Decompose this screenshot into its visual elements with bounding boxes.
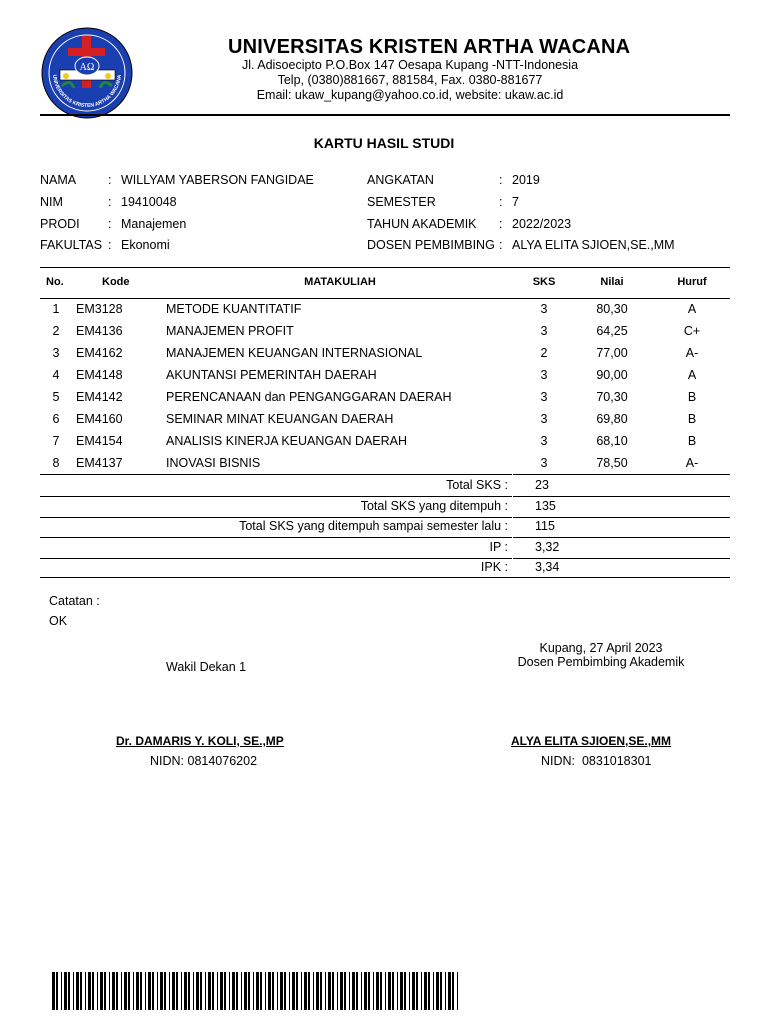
university-name: UNIVERSITAS KRISTEN ARTHA WACANA: [228, 36, 631, 58]
cell-kode: EM4154: [76, 434, 123, 448]
info-label: SEMESTER: [367, 195, 436, 209]
cell-huruf: A: [687, 302, 697, 316]
logo-symbol: AΩ: [79, 62, 95, 73]
table-row: [40, 368, 730, 386]
cell-sks: 3: [540, 390, 548, 404]
cell-huruf: A-: [685, 456, 699, 470]
info-value: 2019: [512, 173, 540, 187]
cell-matakuliah: MANAJEMEN KEUANGAN INTERNASIONAL: [166, 346, 423, 360]
notes-label: Catatan :: [49, 594, 100, 608]
cell-sks: 3: [540, 324, 548, 338]
summary-ipk-value: 3,34: [535, 560, 560, 574]
cell-kode: EM4148: [76, 368, 123, 382]
col-header-huruf: Huruf: [677, 276, 707, 288]
col-header-nilai: Nilai: [600, 276, 624, 288]
cell-sks: 3: [540, 412, 548, 426]
summary-divider: [40, 537, 730, 538]
university-logo: [40, 26, 134, 120]
table-row: [40, 302, 730, 320]
info-colon: :: [108, 195, 112, 209]
logo-text: UNIVERSITAS KRISTEN ARTHA WACANA: [51, 74, 123, 110]
cell-matakuliah: PERENCANAAN dan PENGANGGARAN DAERAH: [166, 390, 452, 404]
document-title: KARTU HASIL STUDI: [313, 135, 455, 151]
cell-kode: EM4137: [76, 456, 123, 470]
signature-left-name: Dr. DAMARIS Y. KOLI, SE.,MP: [116, 734, 284, 748]
cell-no: 6: [52, 412, 60, 426]
info-label: FAKULTAS: [40, 238, 103, 252]
cell-matakuliah: INOVASI BISNIS: [166, 456, 261, 470]
info-colon: :: [108, 238, 112, 252]
cell-no: 5: [52, 390, 60, 404]
cell-kode: EM4142: [76, 390, 123, 404]
phone-line: Telp, (0380)881667, 881584, Fax. 0380-881677: [277, 73, 543, 87]
cell-sks: 3: [540, 368, 548, 382]
table-row: [40, 390, 730, 408]
cell-nilai: 77,00: [596, 346, 628, 360]
cell-nilai: 80,30: [596, 302, 628, 316]
cell-sks: 3: [540, 434, 548, 448]
info-colon: :: [499, 217, 503, 231]
summary-total-sks-sebelumnya-value: 115: [535, 519, 555, 533]
info-colon: :: [499, 238, 503, 252]
summary-ipk-label: IPK :: [480, 560, 508, 574]
col-header-no: No.: [46, 276, 64, 288]
table-header-border: [40, 298, 730, 299]
info-colon: :: [499, 173, 503, 187]
summary-separator: [512, 474, 513, 577]
address-line: Jl. Adisoecipto P.O.Box 147 Oesapa Kupang -NTT-Indonesia: [241, 58, 579, 72]
info-label: PRODI: [40, 217, 80, 231]
cell-huruf: C+: [683, 324, 701, 338]
table-row: [40, 346, 730, 364]
barcode: [52, 972, 462, 1010]
summary-bottom-border: [40, 577, 730, 578]
summary-total-sks-ditempuh-label: Total SKS yang ditempuh :: [360, 498, 508, 513]
info-value: Ekonomi: [121, 238, 170, 252]
info-value: WILLYAM YABERSON FANGIDAE: [121, 173, 314, 187]
cell-huruf: A-: [685, 346, 699, 360]
col-header-matakuliah: MATAKULIAH: [304, 276, 376, 288]
cell-sks: 3: [540, 302, 548, 316]
info-label: ANGKATAN: [367, 173, 434, 187]
table-row: [40, 434, 730, 452]
cell-nilai: 64,25: [596, 324, 628, 338]
summary-total-sks-label: Total SKS :: [446, 478, 508, 492]
table-bottom-border: [40, 474, 730, 475]
signature-right-name: ALYA ELITA SJIOEN,SE.,MM: [511, 734, 672, 748]
cell-no: 1: [52, 302, 60, 316]
cell-no: 4: [52, 368, 60, 382]
info-label: TAHUN AKADEMIK: [367, 217, 477, 231]
cell-matakuliah: AKUNTANSI PEMERINTAH DAERAH: [166, 368, 377, 382]
summary-divider: [40, 558, 730, 559]
notes-text: OK: [49, 614, 68, 628]
cell-no: 7: [52, 434, 60, 448]
cell-kode: EM3128: [76, 302, 123, 316]
cell-sks: 3: [540, 456, 548, 470]
cell-kode: EM4162: [76, 346, 123, 360]
cell-matakuliah: ANALISIS KINERJA KEUANGAN DAERAH: [166, 434, 408, 448]
cell-matakuliah: METODE KUANTITATIF: [166, 302, 302, 316]
info-colon: :: [499, 195, 503, 209]
cell-nilai: 69,80: [596, 412, 628, 426]
cell-sks: 2: [540, 346, 548, 360]
cell-matakuliah: SEMINAR MINAT KEUANGAN DAERAH: [166, 412, 394, 426]
cell-nilai: 90,00: [596, 368, 628, 382]
info-value: Manajemen: [121, 217, 187, 231]
header-divider: [40, 114, 730, 116]
signature-left-nidn: NIDN: 0814076202: [150, 754, 258, 768]
summary-ip-value: 3,32: [535, 539, 560, 554]
table-row: [40, 324, 730, 342]
info-value: 19410048: [121, 195, 177, 209]
signature-place-date: Kupang, 27 April 2023: [539, 641, 663, 655]
cell-nilai: 70,30: [596, 390, 628, 404]
university-address: [200, 58, 620, 103]
cell-kode: EM4136: [76, 324, 123, 338]
info-colon: :: [108, 217, 112, 231]
summary-total-sks-value: 23: [535, 478, 549, 492]
cell-no: 2: [52, 324, 60, 338]
summary-ip-label: IP :: [489, 539, 508, 554]
contact-line: Email: ukaw_kupang@yahoo.co.id, website: ukaw.ac.id: [256, 88, 564, 102]
table-top-border: [40, 267, 730, 268]
table-row: [40, 412, 730, 430]
summary-total-sks-ditempuh-value: 135: [535, 498, 556, 513]
summary-divider: [40, 496, 730, 497]
cell-huruf: A: [687, 368, 697, 382]
info-value: 7: [512, 195, 519, 209]
cell-matakuliah: MANAJEMEN PROFIT: [166, 324, 294, 338]
cell-no: 3: [52, 346, 60, 360]
info-value: 2022/2023: [512, 217, 572, 231]
cell-huruf: B: [687, 390, 697, 404]
signature-right-role: Dosen Pembimbing Akademik: [517, 655, 685, 669]
info-label: NIM: [40, 195, 63, 209]
table-row: [40, 456, 730, 474]
info-label: NAMA: [40, 173, 77, 187]
cell-no: 8: [52, 456, 60, 470]
table-header: [40, 276, 730, 290]
info-value: ALYA ELITA SJIOEN,SE.,MM: [512, 238, 675, 252]
cell-kode: EM4160: [76, 412, 123, 426]
signature-right-nidn: NIDN: 0831018301: [541, 754, 652, 768]
cell-nilai: 78,50: [596, 456, 628, 470]
info-colon: :: [108, 173, 112, 187]
cell-nilai: 68,10: [596, 434, 628, 448]
col-header-sks: SKS: [532, 276, 556, 288]
cell-huruf: B: [687, 434, 697, 448]
col-header-kode: Kode: [102, 276, 130, 288]
cell-huruf: B: [687, 412, 697, 426]
summary-divider: [40, 517, 730, 518]
info-label: DOSEN PEMBIMBING: [367, 238, 495, 252]
signature-left-role: Wakil Dekan 1: [166, 660, 247, 674]
summary-total-sks-sebelumnya-label: Total SKS yang ditempuh sampai semester lalu :: [239, 519, 508, 533]
